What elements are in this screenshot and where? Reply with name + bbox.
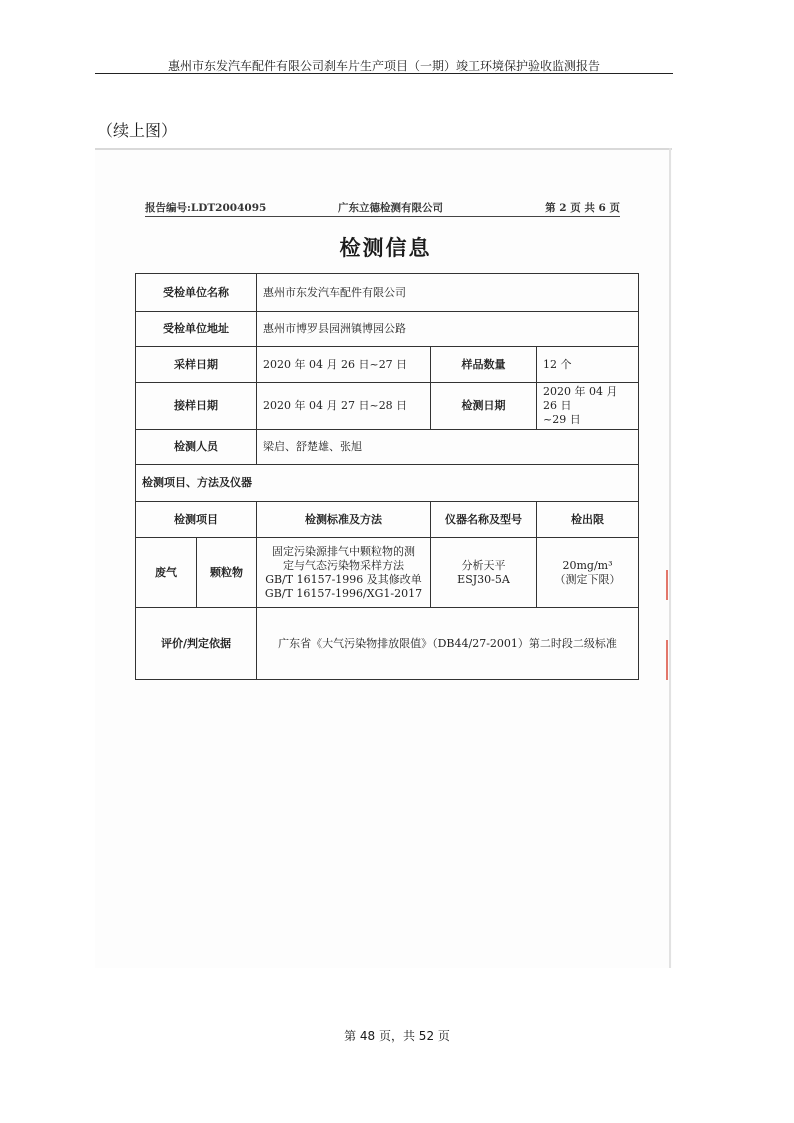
scan-edge-top — [95, 148, 672, 150]
basis-label: 评价/判定依据 — [136, 608, 257, 680]
limit-line: 20mg/m³ — [562, 558, 613, 572]
method-line: 定与气态污染物采样方法 — [283, 558, 404, 572]
receipt-date-label: 接样日期 — [136, 383, 257, 430]
col-header-item: 检测项目 — [136, 502, 257, 538]
table-row — [136, 538, 639, 608]
table-row — [136, 383, 639, 430]
section-label: 检测项目、方法及仪器 — [136, 465, 639, 502]
sample-qty-label: 样品数量 — [431, 347, 537, 383]
table-row — [136, 274, 639, 312]
row-item: 颗粒物 — [197, 538, 257, 608]
basis: 广东省《大气污染物排放限值》（DB44/27-2001）第二时段二级标准 — [257, 608, 639, 680]
test-date-line: ~29 日 — [543, 413, 581, 426]
method-line: 固定污染源排气中颗粒物的测 — [272, 544, 415, 558]
red-seal-fragment — [656, 570, 670, 690]
page-footer: 第 48 页，共 52 页 — [344, 1029, 450, 1043]
table-header-row — [136, 502, 639, 538]
sample-qty: 12 个 — [537, 347, 639, 383]
inspectors: 梁启、舒楚雄、张旭 — [257, 430, 639, 465]
table-row — [136, 430, 639, 465]
report-number: 报告编号:LDT2004095 — [145, 202, 267, 214]
seal-mark — [656, 640, 668, 680]
test-date-label: 检测日期 — [431, 383, 537, 430]
inspectors-label: 检测人员 — [136, 430, 257, 465]
table-row — [136, 608, 639, 680]
instrument-line: 分析天平 — [461, 558, 506, 572]
table-row — [136, 465, 639, 502]
client-name: 惠州市东发汽车配件有限公司 — [257, 274, 639, 312]
running-header: 惠州市东发汽车配件有限公司刹车片生产项目（一期）竣工环境保护验收监测报告 — [167, 59, 600, 73]
row-category: 废气 — [136, 538, 197, 608]
table-row — [136, 347, 639, 383]
report-page-of: 第 2 页 共 6 页 — [545, 202, 620, 214]
client-name-label: 受检单位名称 — [136, 274, 257, 312]
seal-mark — [656, 570, 668, 600]
client-address-label: 受检单位地址 — [136, 312, 257, 347]
sampling-date: 2020 年 04 月 26 日~27 日 — [257, 347, 431, 383]
document-title: 检测信息 — [339, 235, 432, 260]
col-header-method: 检测标准及方法 — [257, 502, 431, 538]
report-company: 广东立德检测有限公司 — [338, 202, 443, 214]
header-rule — [95, 73, 673, 74]
limit-line: （测定下限） — [554, 572, 621, 586]
continued-label: （续上图） — [97, 121, 178, 140]
col-header-instrument: 仪器名称及型号 — [431, 502, 537, 538]
sampling-date-label: 采样日期 — [136, 347, 257, 383]
table-row — [136, 312, 639, 347]
row-method — [257, 538, 431, 608]
receipt-date: 2020 年 04 月 27 日~28 日 — [257, 383, 431, 430]
row-limit — [537, 538, 639, 608]
method-line: GB/T 16157-1996 及其修改单 — [265, 572, 422, 586]
instrument-line: ESJ30-5A — [457, 572, 510, 586]
client-address: 惠州市博罗县园洲镇博园公路 — [257, 312, 639, 347]
test-date-line: 2020 年 04 月 26 日 — [543, 385, 618, 412]
col-header-limit: 检出限 — [537, 502, 639, 538]
scan-edge-right — [669, 148, 671, 968]
detection-info-table — [135, 273, 639, 680]
row-instrument — [431, 538, 537, 608]
method-line: GB/T 16157-1996/XG1-2017 — [264, 586, 423, 600]
test-date — [537, 383, 639, 430]
meta-rule — [145, 216, 620, 217]
